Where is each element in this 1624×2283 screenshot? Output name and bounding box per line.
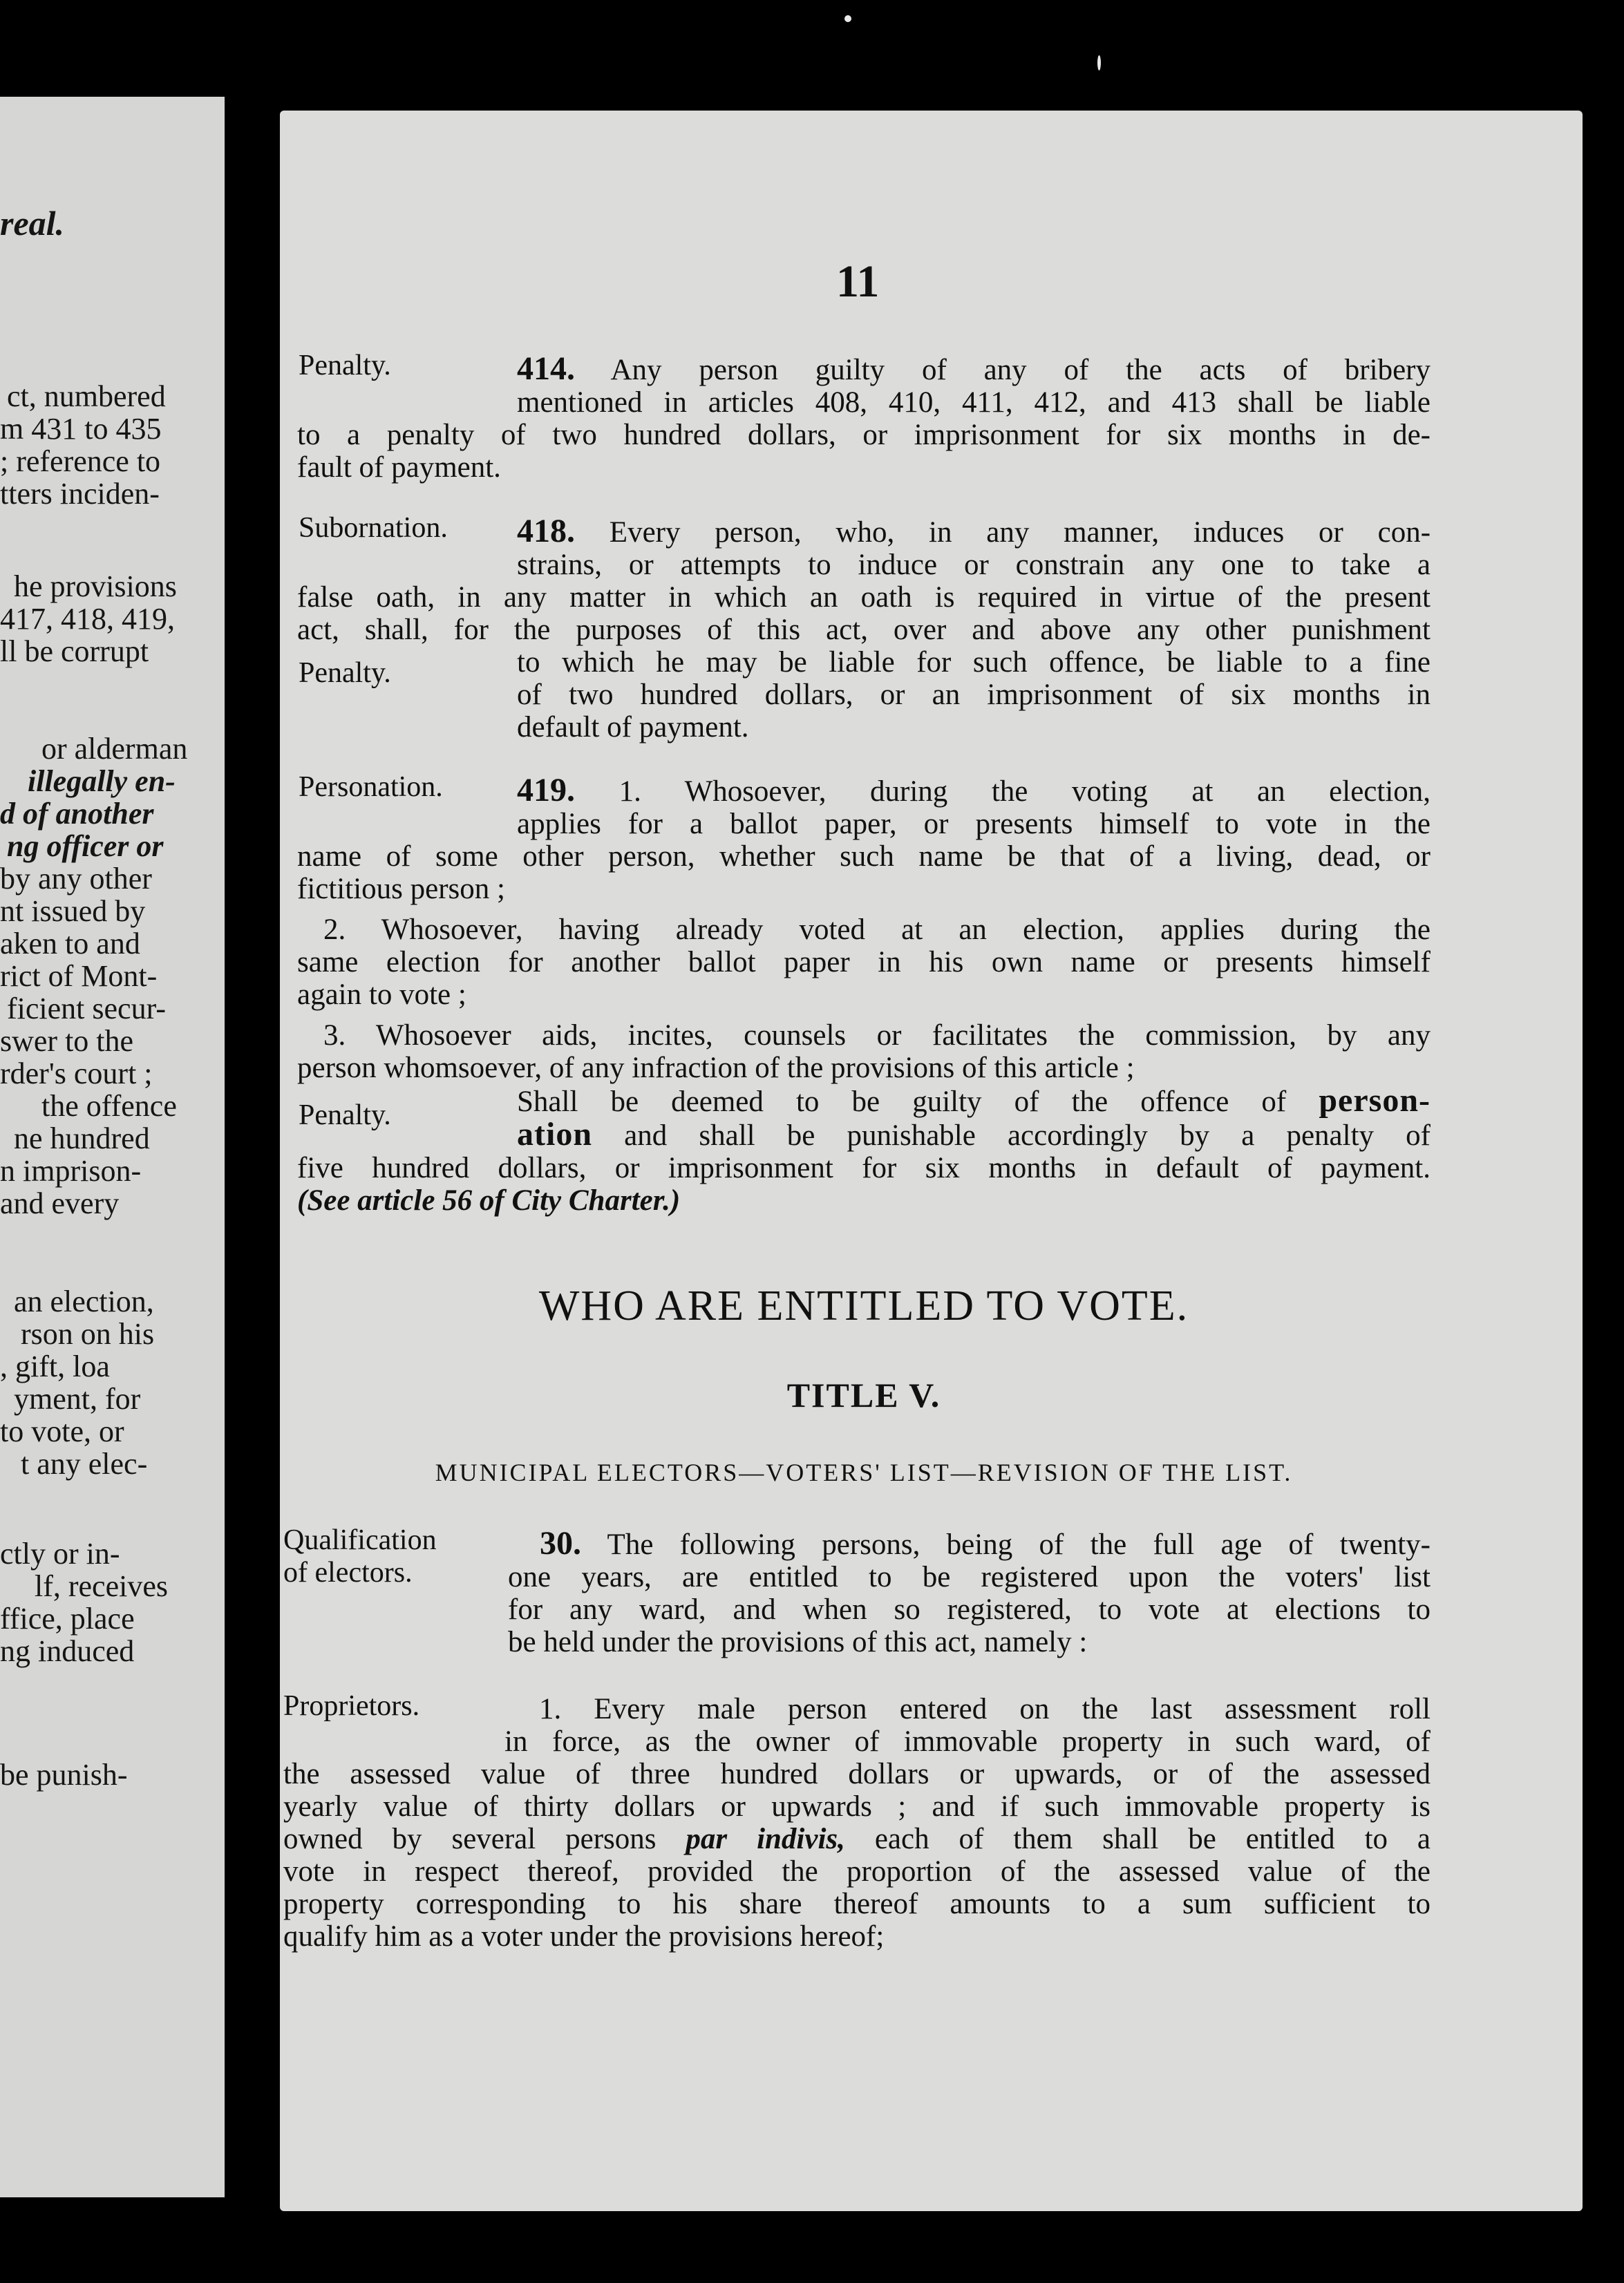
left-page-text-fragment: tters inciden- [0, 477, 160, 511]
sidenote-of-electors: of electors. [283, 1557, 413, 1589]
left-page-text-fragment: aken to and [0, 927, 140, 960]
article-419-para2-line-1: 2. Whosoever, having already voted at an election, applies during the [323, 913, 1431, 946]
article-419-number: 419. [517, 772, 575, 808]
sidenote-penalty-418: Penalty. [299, 657, 391, 689]
left-page-text-fragment: by any other [0, 862, 152, 896]
proprietors-line-5: owned by several persons par indivis, each of them shall be entitled to a [283, 1823, 1431, 1855]
left-page-text-fragment: swer to the [0, 1024, 134, 1058]
section-heading: WHO ARE ENTITLED TO VOTE. [538, 1282, 1189, 1329]
article-419-para4-line-3: five hundred dollars, or imprisonment for six months in default of payment. [297, 1152, 1431, 1184]
proprietors-line-3: the assessed value of three hundred dollars or upwards, or of the assessed [283, 1758, 1431, 1790]
article-418-line-1: 418. Every person, who, in any manner, induces or con- [517, 513, 1431, 549]
article-30-line-2: one years, are entitled to be registered upon the voters' list [508, 1561, 1431, 1593]
article-414 [297, 352, 1431, 484]
par-indivis-term: par indivis, [686, 1823, 845, 1855]
article-30-line-4: be held under the provisions of this act, namely : [508, 1626, 1088, 1658]
left-page-text-fragment: or alderman [41, 732, 188, 766]
left-page-text-fragment: an election, [14, 1285, 154, 1318]
proprietors-line-4: yearly value of thirty dollars or upwards ; and if such immovable property is [283, 1790, 1431, 1823]
article-418-line-5: to which he may be liable for such offence, be liable to a fine [517, 646, 1431, 679]
article-30-line-3: for any ward, and when so registered, to vote at elections to [508, 1593, 1431, 1626]
left-page-text-fragment: ll be corrupt [0, 634, 149, 668]
article-419-line-1: 419. 1. Whosoever, during the voting at an election, [517, 772, 1431, 808]
city-charter-reference: (See article 56 of City Charter.) [297, 1184, 681, 1217]
left-page-text-fragment: 417, 418, 419, [0, 602, 175, 636]
left-page-text-fragment: ct, numbered [7, 379, 166, 413]
title-heading: TITLE V. [786, 1376, 941, 1414]
left-page-text-fragment: illegally en- [28, 764, 176, 798]
article-419-para4-line-2: ation and shall be punishable accordingly by a penalty of [517, 1116, 1431, 1153]
sidenote-qualification: Qualification [283, 1524, 437, 1556]
left-page-text-fragment: d of another [0, 797, 154, 831]
article-30 [508, 1527, 1431, 1658]
subtitle-heading: MUNICIPAL ELECTORS—VOTERS' LIST—REVISION OF THE LIST. [435, 1459, 1293, 1486]
article-418-line-4: act, shall, for the purposes of this act, over and above any other punishment [297, 614, 1431, 646]
article-419-para3-line-2: person whomsoever, of any infraction of the provisions of this article ; [297, 1052, 1135, 1084]
left-page-text-fragment: nt issued by [0, 894, 146, 928]
left-page-text-fragment: , gift, loa [0, 1349, 110, 1383]
left-page-text-fragment: the offence [41, 1089, 177, 1123]
article-419 [297, 774, 1431, 1217]
article-419-para2-line-3: again to vote ; [297, 978, 466, 1011]
article-419-para4-line-1: Shall be deemed to be guilty of the offence of person- [517, 1082, 1431, 1119]
scan-speck [844, 15, 851, 22]
left-page-text-fragment: ficient secur- [7, 992, 166, 1025]
sidenote-penalty-419: Penalty. [299, 1099, 391, 1131]
article-414-line-3: to a penalty of two hundred dollars, or imprisonment for six months in de- [297, 419, 1431, 451]
article-414-line-1: 414. Any person guilty of any of the acts of bribery [517, 350, 1431, 387]
left-page-text-fragment: be punish- [0, 1758, 128, 1792]
left-page-text-fragment: rson on his [21, 1317, 155, 1351]
proprietors-line-6: vote in respect thereof, provided the proportion of the assessed value of the [283, 1855, 1431, 1888]
article-418 [297, 515, 1431, 743]
left-page-text-fragment: and every [0, 1186, 120, 1220]
article-414-line-2: mentioned in articles 408, 410, 411, 412, and 413 shall be liable [517, 386, 1431, 419]
article-418-number: 418. [517, 513, 575, 549]
sidenote-subornation: Subornation. [299, 512, 448, 544]
article-419-line-3: name of some other person, whether such name be that of a living, dead, or [297, 840, 1431, 873]
personation-term-1: person- [1319, 1082, 1431, 1119]
left-page-text-fragment: n imprison- [0, 1154, 142, 1188]
left-page-text-fragment: ; reference to [0, 444, 161, 478]
left-page-text-fragment: ng induced [0, 1634, 135, 1668]
left-page-text-fragment: he provisions [14, 569, 177, 603]
sidenote-penalty-414: Penalty. [299, 350, 391, 381]
left-page-fragment [0, 97, 225, 2197]
left-page-text-fragment: ne hundred [14, 1121, 150, 1155]
proprietors-line-7: property corresponding to his share thereof amounts to a sum sufficient to [283, 1888, 1431, 1920]
article-418-line-6: of two hundred dollars, or an imprisonment of six months in [517, 679, 1431, 711]
article-418-line-3: false oath, in any matter in which an oath is required in virtue of the present [297, 581, 1431, 614]
article-30-line-1: 30. The following persons, being of the full age of twenty- [540, 1525, 1431, 1562]
article-418-line-7: default of payment. [517, 711, 749, 743]
proprietors-line-2: in force, as the owner of immovable property in such ward, of [504, 1725, 1431, 1758]
left-page-text-fragment: real. [0, 204, 65, 243]
left-page-text-fragment: t any elec- [21, 1447, 148, 1481]
left-page-text-fragment: rict of Mont- [0, 959, 158, 993]
article-414-line-4: fault of payment. [297, 451, 501, 484]
left-page-text-fragment: ctly or in- [0, 1537, 120, 1571]
left-page-text-fragment: ffice, place [0, 1602, 135, 1636]
article-30-number: 30. [540, 1525, 581, 1562]
page-number: 11 [836, 256, 880, 307]
left-page-text-fragment: ng officer or [7, 829, 164, 863]
left-page-text-fragment: to vote, or [0, 1414, 124, 1448]
left-page-text-fragment: m 431 to 435 [0, 412, 162, 446]
left-page-text-fragment: lf, receives [35, 1569, 168, 1603]
scan-speck [1097, 55, 1101, 70]
proprietors-clause [283, 1693, 1431, 1953]
article-419-line-4: fictitious person ; [297, 873, 505, 905]
article-419-para2-line-2: same election for another ballot paper in his own name or presents himself [297, 946, 1431, 978]
proprietors-line-1: 1. Every male person entered on the last assessment roll [539, 1693, 1431, 1725]
article-419-line-2: applies for a ballot paper, or presents himself to vote in the [517, 808, 1431, 840]
sidenote-proprietors: Proprietors. [283, 1690, 420, 1722]
left-page-text-fragment: yment, for [14, 1382, 141, 1416]
proprietors-line-8: qualify him as a voter under the provisions hereof; [283, 1920, 885, 1953]
article-419-para3-line-1: 3. Whosoever aids, incites, counsels or facilitates the commission, by any [323, 1019, 1431, 1052]
sidenote-personation: Personation. [299, 771, 443, 803]
personation-term-2: ation [517, 1116, 593, 1153]
article-418-line-2: strains, or attempts to induce or constrain any one to take a [517, 549, 1431, 581]
article-414-number: 414. [517, 350, 575, 387]
left-page-text-fragment: rder's court ; [0, 1057, 153, 1090]
